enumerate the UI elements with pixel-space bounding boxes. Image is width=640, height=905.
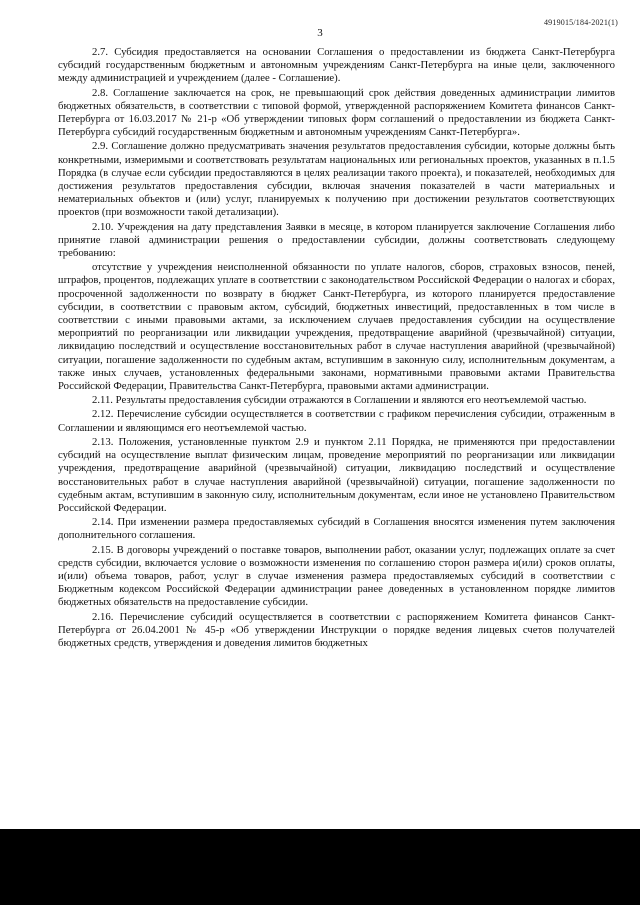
paragraph-2-13: 2.13. Положения, установленные пунктом 2.9 и пунктом 2.11 Порядка, не применяются при предоставлении субсидий на осуществление выплат физическим лицам, проведение мероприятий по реорганизации или ликвидации учреждения, предотвращение аварийной (чрезвычайной) ситуации, ликвидацию последствий и осуществление восстановительных работ в случае наступления аварийной (чрезвычайной) ситуации, погашение задолженности по судебным актам, вступившим в законную силу, исполнительным документам, если иное не установлено Правительством Российской Федерации. (58, 435, 615, 514)
paragraph-2-12: 2.12. Перечисление субсидии осуществляется в соответствии с графиком перечисления субсидии, отраженным в Соглашении и являющимся его неотъемлемой частью. (58, 408, 615, 434)
document-body (58, 46, 615, 651)
scan-black-border (0, 829, 640, 905)
document-registration-number: 4919015/184-2021(1) (543, 18, 618, 27)
paragraph-2-10-requirement: отсутствие у учреждения неисполненной обязанности по уплате налогов, сборов, страховых взносов, пеней, штрафов, процентов, подлежащих уплате в соответствии с законодательством Российской Федерации о налогах и сборах, просроченной задолженности по возврату в бюджет Санкт-Петербурга, из которого планируется предоставление субсидии, в соответствии с правовым актом, субсидий, бюджетных инвестиций, предоставленных в том числе в соответствии с иными правовыми актами, за исключением случаев предоставления субсидии на осуществление мероприятий по реорганизации или ликвидации учреждения, предотвращение аварийной (чрезвычайной) ситуации, ликвидацию последствий и осуществление восстановительных работ в случае наступления аварийной (чрезвычайной) ситуации, погашение задолженности по судебным актам, вступившим в законную силу, исполнительным документам, а также иных случаев, установленных федеральными законами, нормативными правовыми актами Правительства Российской Федерации, Правительства Санкт-Петербурга, правовыми актами администрации. (58, 261, 615, 393)
paragraph-2-15: 2.15. В договоры учреждений о поставке товаров, выполнении работ, оказании услуг, подлежащих оплате за счет средств субсидии, включается условие о возможности изменения по соглашению сторон размера и(или) сроков оплаты, и(или) объема товаров, работ, услуг в случае изменения размера предоставляемых субсидий в соответствии с Бюджетным кодексом Российской Федерации администрации ранее доведенных в установленном порядке лимитов бюджетных обязательств на предоставление субсидии. (58, 543, 615, 609)
paragraph-2-7: 2.7. Субсидия предоставляется на основании Соглашения о предоставлении из бюджета Санкт-Петербурга субсидий государственным бюджетным и автономным учреждениям Санкт-Петербурга на иные цели, заключенного между администрацией и учреждением (далее - Соглашение). (58, 46, 615, 85)
paragraph-2-14: 2.14. При изменении размера предоставляемых субсидий в Соглашения вносятся изменения путем заключения дополнительного соглашения. (58, 516, 615, 542)
paragraph-2-10: 2.10. Учреждения на дату представления Заявки в месяце, в котором планируется заключение Соглашения либо принятие главой администрации решения о предоставлении субсидии, должны соответствовать следующему требованию: (58, 220, 615, 260)
paragraph-2-9: 2.9. Соглашение должно предусматривать значения результатов предоставления субсидии, которые должны быть конкретными, измеримыми и соответствовать результатам национальных или региональных проектов, указанных в п.1.5 Порядка (в случае если субсидии предоставляются в целях реализации такого проекта), и показателей, необходимых для достижения результатов предоставления субсидии, включая значения показателей в части материальных и нематериальных объектов и (или) услуг, планируемых к получению при достижении результатов соответствующих проектов (при возможности такой детализации). (58, 140, 615, 219)
page-number: 3 (317, 27, 323, 39)
paragraph-2-16: 2.16. Перечисление субсидий осуществляется в соответствии с распоряжением Комитета финансов Санкт-Петербурга от 26.04.2001 № 45-р «Об утверждении Инструкции о порядке ведения лицевых счетов получателей бюджетных средств, утверждения и доведения лимитов бюджетных (58, 610, 615, 649)
paragraph-2-11: 2.11. Результаты предоставления субсидии отражаются в Соглашении и являются его неотъемлемой частью. (92, 394, 587, 407)
paragraph-2-8: 2.8. Соглашение заключается на срок, не превышающий срок действия доведенных администрации лимитов бюджетных обязательств, в соответствии с типовой формой, утвержденной распоряжением Комитета финансов Санкт-Петербурга от 16.03.2017 № 21-р «Об утверждении типовых форм соглашений о предоставлении из бюджета Санкт-Петербурга субсидий государственным бюджетным и автономным учреждениям Санкт-Петербурга». (58, 86, 615, 139)
